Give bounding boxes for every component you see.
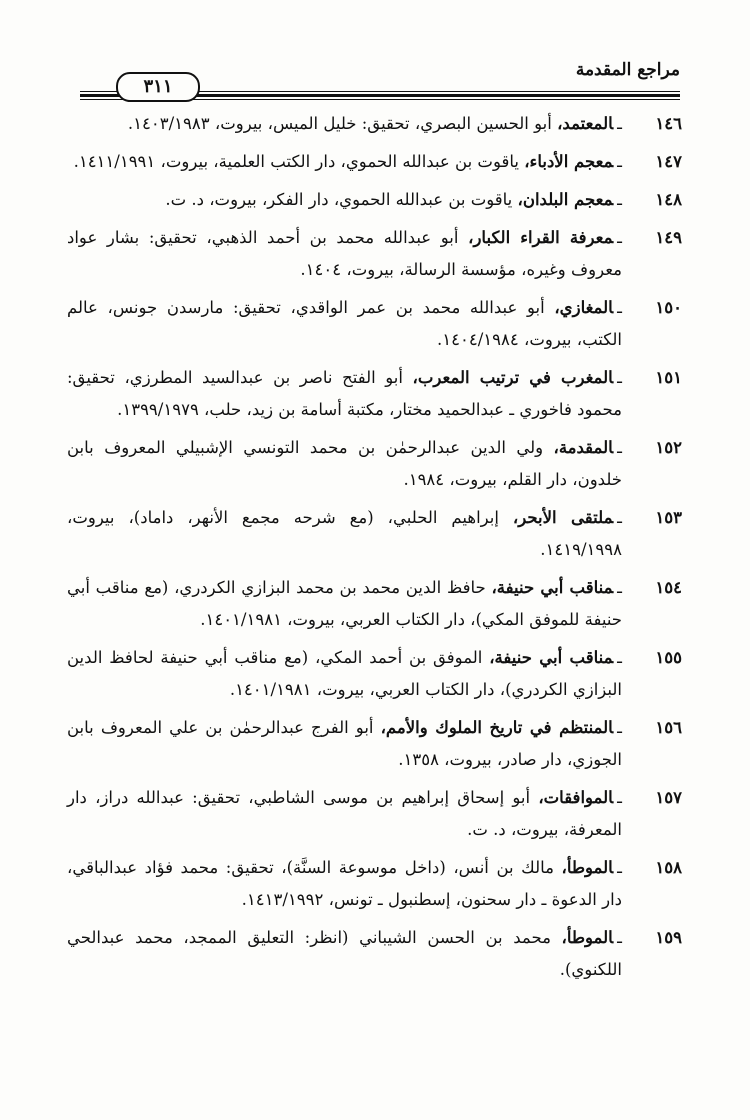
entry-title: المغازي،: [554, 298, 614, 317]
entry-text: مالك بن أنس، (داخل موسوعة السنَّة)، تحقيق: محمد فؤاد عبدالباقي، دار الدعوة ـ دار سحنون، إسطنبول ـ تونس، ١٤١٣/١٩٩٢.: [67, 858, 622, 909]
entry-number: ١٥٠: [655, 298, 682, 317]
entry-title: معجم الأدباء،: [524, 152, 614, 171]
entry-text: أبو عبدالله محمد بن أحمد الذهبي، تحقيق: بشار عواد معروف وغيره، مؤسسة الرسالة، بيروت، ١٤٠٤.: [67, 228, 622, 279]
section-title: مراجع المقدمة: [575, 60, 680, 80]
bibliography-entry: ١٥٥ ـمناقب أبي حنيفة، الموفق بن أحمد المكي، (مع مناقب أبي حنيفة لحافظ الدين البزازي الكردري)، دار الكتاب العربي، بيروت، ١٤٠١/١٩٨١.: [67, 642, 682, 706]
entry-number: ١٥٨: [655, 858, 682, 877]
bibliography-entry: ١٥٤ ـمناقب أبي حنيفة، حافظ الدين محمد بن محمد البزازي الكردري، (مع مناقب أبي حنيفة للموفق المكي)، دار الكتاب العربي، بيروت، ١٤٠١/١٩٨١.: [67, 572, 682, 636]
entry-title: الموافقات،: [538, 788, 614, 807]
bibliography-entry: ١٥٢ ـالمقدمة، ولي الدين عبدالرحمٰن بن محمد التونسي الإشبيلي المعروف بابن خلدون، دار القلم، بيروت، ١٩٨٤.: [67, 432, 682, 496]
entry-title: مناقب أبي حنيفة،: [491, 578, 614, 597]
entry-number: ١٥٣: [655, 508, 682, 527]
entry-number: ١٥٦: [655, 718, 682, 737]
entry-title: ملتقى الأبحر،: [512, 508, 614, 527]
entry-title: الموطأ،: [561, 858, 614, 877]
entry-text: ياقوت بن عبدالله الحموي، دار الفكر، بيروت، د. ت.: [165, 190, 513, 209]
entry-title: مناقب أبي حنيفة،: [489, 648, 614, 667]
bibliography-list: [67, 108, 682, 992]
bibliography-entry: ١٥٨ ـالموطأ، مالك بن أنس، (داخل موسوعة السنَّة)، تحقيق: محمد فؤاد عبدالباقي، دار الدعوة ـ دار سحنون، إسطنبول ـ تونس، ١٤١٣/١٩٩٢.: [67, 852, 682, 916]
entry-text: أبو الحسين البصري، تحقيق: خليل الميس، بيروت، ١٤٠٣/١٩٨٣.: [127, 114, 552, 133]
entry-text: ياقوت بن عبدالله الحموي، دار الكتب العلمية، بيروت، ١٤١١/١٩٩١.: [73, 152, 519, 171]
bibliography-entry: ١٥٦ ـالمنتظم في تاريخ الملوك والأمم، أبو الفرج عبدالرحمٰن بن علي المعروف بابن الجوزي، دار صادر، بيروت، ١٣٥٨.: [67, 712, 682, 776]
page-number: ٣١١: [116, 72, 200, 102]
entry-number: ١٤٧: [655, 152, 682, 171]
entry-text: حافظ الدين محمد بن محمد البزازي الكردري، (مع مناقب أبي حنيفة للموفق المكي)، دار الكتاب العربي، بيروت، ١٤٠١/١٩٨١.: [67, 578, 622, 629]
bibliography-entry: ١٤٨ ـمعجم البلدان، ياقوت بن عبدالله الحموي، دار الفكر، بيروت، د. ت.: [67, 184, 682, 216]
entry-title: المقدمة،: [553, 438, 614, 457]
entry-title: المنتظم في تاريخ الملوك والأمم،: [380, 718, 614, 737]
entry-number: ١٥٩: [655, 928, 682, 947]
bibliography-entry: ١٤٧ ـمعجم الأدباء، ياقوت بن عبدالله الحموي، دار الكتب العلمية، بيروت، ١٤١١/١٩٩١.: [67, 146, 682, 178]
bibliography-entry: ١٥٧ ـالموافقات، أبو إسحاق إبراهيم بن موسى الشاطبي، تحقيق: عبدالله دراز، دار المعرفة، بيروت، د. ت.: [67, 782, 682, 846]
entry-number: ١٤٩: [655, 228, 682, 247]
bibliography-entry: ١٥٣ ـملتقى الأبحر، إبراهيم الحلبي، (مع شرحه مجمع الأنهر، داماد)، بيروت، ١٤١٩/١٩٩٨.: [67, 502, 682, 566]
entry-text: أبو الفتح ناصر بن عبدالسيد المطرزي، تحقيق: محمود فاخوري ـ عبدالحميد مختار، مكتبة أسامة بن زيد، حلب، ١٣٩٩/١٩٧٩.: [67, 368, 622, 419]
bibliography-entry: ١٥١ ـالمغرب في ترتيب المعرب، أبو الفتح ناصر بن عبدالسيد المطرزي، تحقيق: محمود فاخوري ـ عبدالحميد مختار، مكتبة أسامة بن زيد، حلب، ١٣٩٩/١٩٧٩.: [67, 362, 682, 426]
entry-number: ١٤٦: [655, 114, 682, 133]
entry-number: ١٥٤: [655, 578, 682, 597]
entry-text: ولي الدين عبدالرحمٰن بن محمد التونسي الإشبيلي المعروف بابن خلدون، دار القلم، بيروت، ١٩٨٤.: [67, 438, 622, 489]
entry-title: الموطأ،: [561, 928, 614, 947]
entry-text: أبو عبدالله محمد بن عمر الواقدي، تحقيق: مارسدن جونس، عالم الكتب، بيروت، ١٤٠٤/١٩٨٤.: [67, 298, 622, 349]
entry-text: إبراهيم الحلبي، (مع شرحه مجمع الأنهر، داماد)، بيروت، ١٤١٩/١٩٩٨.: [67, 508, 622, 559]
bibliography-entry: ١٥٠ ـالمغازي، أبو عبدالله محمد بن عمر الواقدي، تحقيق: مارسدن جونس، عالم الكتب، بيروت، ١٤٠٤/١٩٨٤.: [67, 292, 682, 356]
page-header: [80, 52, 680, 100]
entry-number: ١٤٨: [655, 190, 682, 209]
entry-number: ١٥٥: [655, 648, 682, 667]
entry-number: ١٥٧: [655, 788, 682, 807]
entry-text: أبو إسحاق إبراهيم بن موسى الشاطبي، تحقيق: عبدالله دراز، دار المعرفة، بيروت، د. ت.: [67, 788, 622, 839]
entry-text: الموفق بن أحمد المكي، (مع مناقب أبي حنيفة لحافظ الدين البزازي الكردري)، دار الكتاب العربي، بيروت، ١٤٠١/١٩٨١.: [67, 648, 622, 699]
bibliography-entry: ١٤٩ ـمعرفة القراء الكبار، أبو عبدالله محمد بن أحمد الذهبي، تحقيق: بشار عواد معروف وغيره، مؤسسة الرسالة، بيروت، ١٤٠٤.: [67, 222, 682, 286]
entry-text: محمد بن الحسن الشيباني (انظر: التعليق الممجد، محمد عبدالحي اللكنوي).: [67, 928, 622, 979]
entry-text: أبو الفرج عبدالرحمٰن بن علي المعروف بابن الجوزي، دار صادر، بيروت، ١٣٥٨.: [67, 718, 622, 769]
entry-number: ١٥١: [655, 368, 682, 387]
bibliography-entry: ١٥٩ ـالموطأ، محمد بن الحسن الشيباني (انظر: التعليق الممجد، محمد عبدالحي اللكنوي).: [67, 922, 682, 986]
entry-title: المعتمد،: [557, 114, 614, 133]
bibliography-entry: ١٤٦ ـالمعتمد، أبو الحسين البصري، تحقيق: خليل الميس، بيروت، ١٤٠٣/١٩٨٣.: [67, 108, 682, 140]
entry-title: معرفة القراء الكبار،: [468, 228, 614, 247]
entry-title: المغرب في ترتيب المعرب،: [412, 368, 614, 387]
entry-number: ١٥٢: [655, 438, 682, 457]
entry-title: معجم البلدان،: [517, 190, 614, 209]
